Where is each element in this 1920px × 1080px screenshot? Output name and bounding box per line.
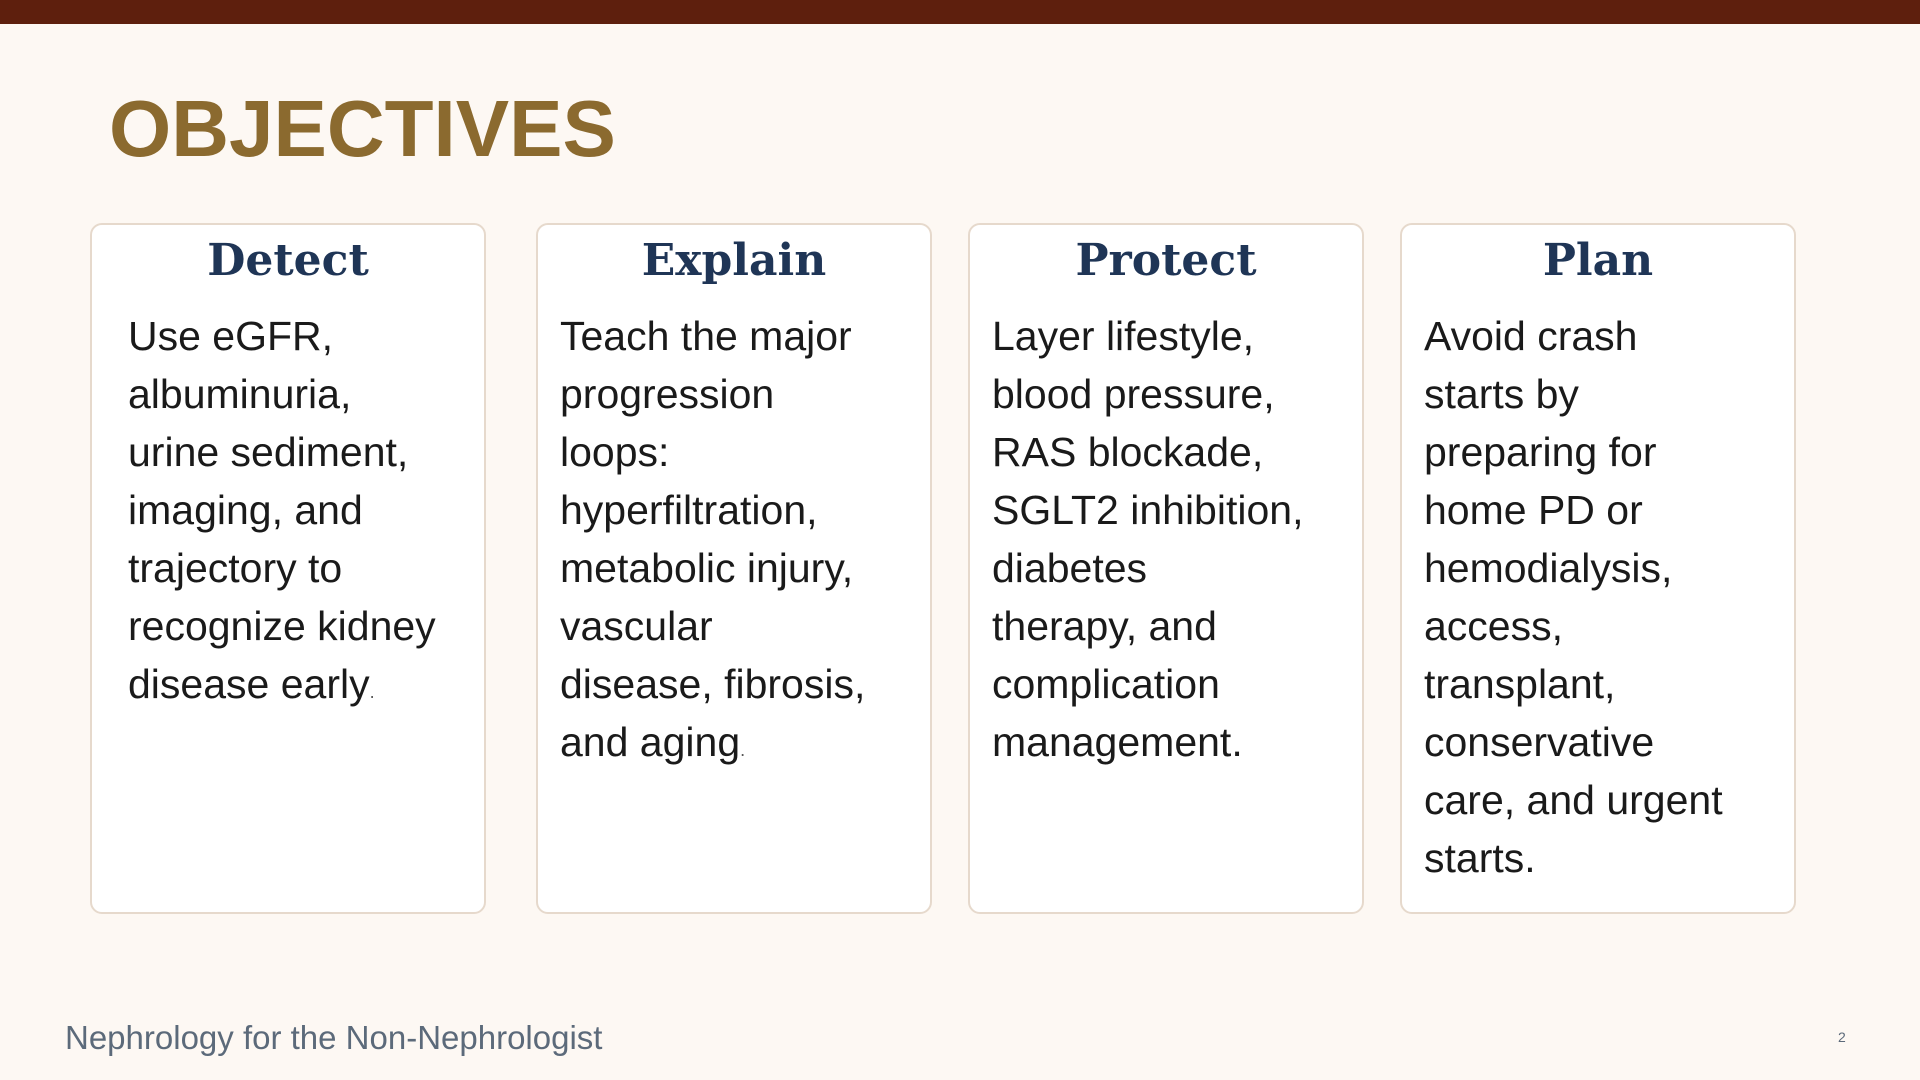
card-explain [536,223,932,914]
card-detect [90,223,486,914]
card-title-detect: Detect [207,235,369,286]
card-protect [968,223,1364,914]
card-body-plan-text: Avoid crash starts by preparing for home PD or hemodialysis, access, transplant, conservative care, and urgent starts. [1424,313,1723,881]
card-body-protect [992,307,1344,771]
card-body-protect-text: Layer lifestyle, blood pressure, RAS blockade, SGLT2 inhibition, diabetes therapy, and complication management. [992,313,1304,765]
footer-title: Nephrology for the Non-Nephrologist [65,1019,603,1056]
card-plan [1400,223,1796,914]
card-title-plan: Plan [1542,235,1654,286]
slide-title: OBJECTIVES [109,84,616,173]
page-number: 2 [1838,1029,1846,1045]
card-body-detect-trailing: . [369,682,375,702]
card-body-explain-text: Teach the major progression loops: hyperfiltration, metabolic injury, vascular disease, fibrosis, and aging [560,313,866,765]
card-title-explain: Explain [641,235,827,286]
card-body-plan [1424,307,1776,887]
card-body-detect [128,307,480,721]
card-body-detect-text: Use eGFR, albuminuria, urine sediment, imaging, and trajectory to recognize kidney disease early [128,313,436,707]
top-accent-bar [0,0,1920,24]
card-title-protect: Protect [1075,235,1257,286]
card-body-explain [560,307,912,779]
card-body-explain-trailing: . [740,740,746,760]
